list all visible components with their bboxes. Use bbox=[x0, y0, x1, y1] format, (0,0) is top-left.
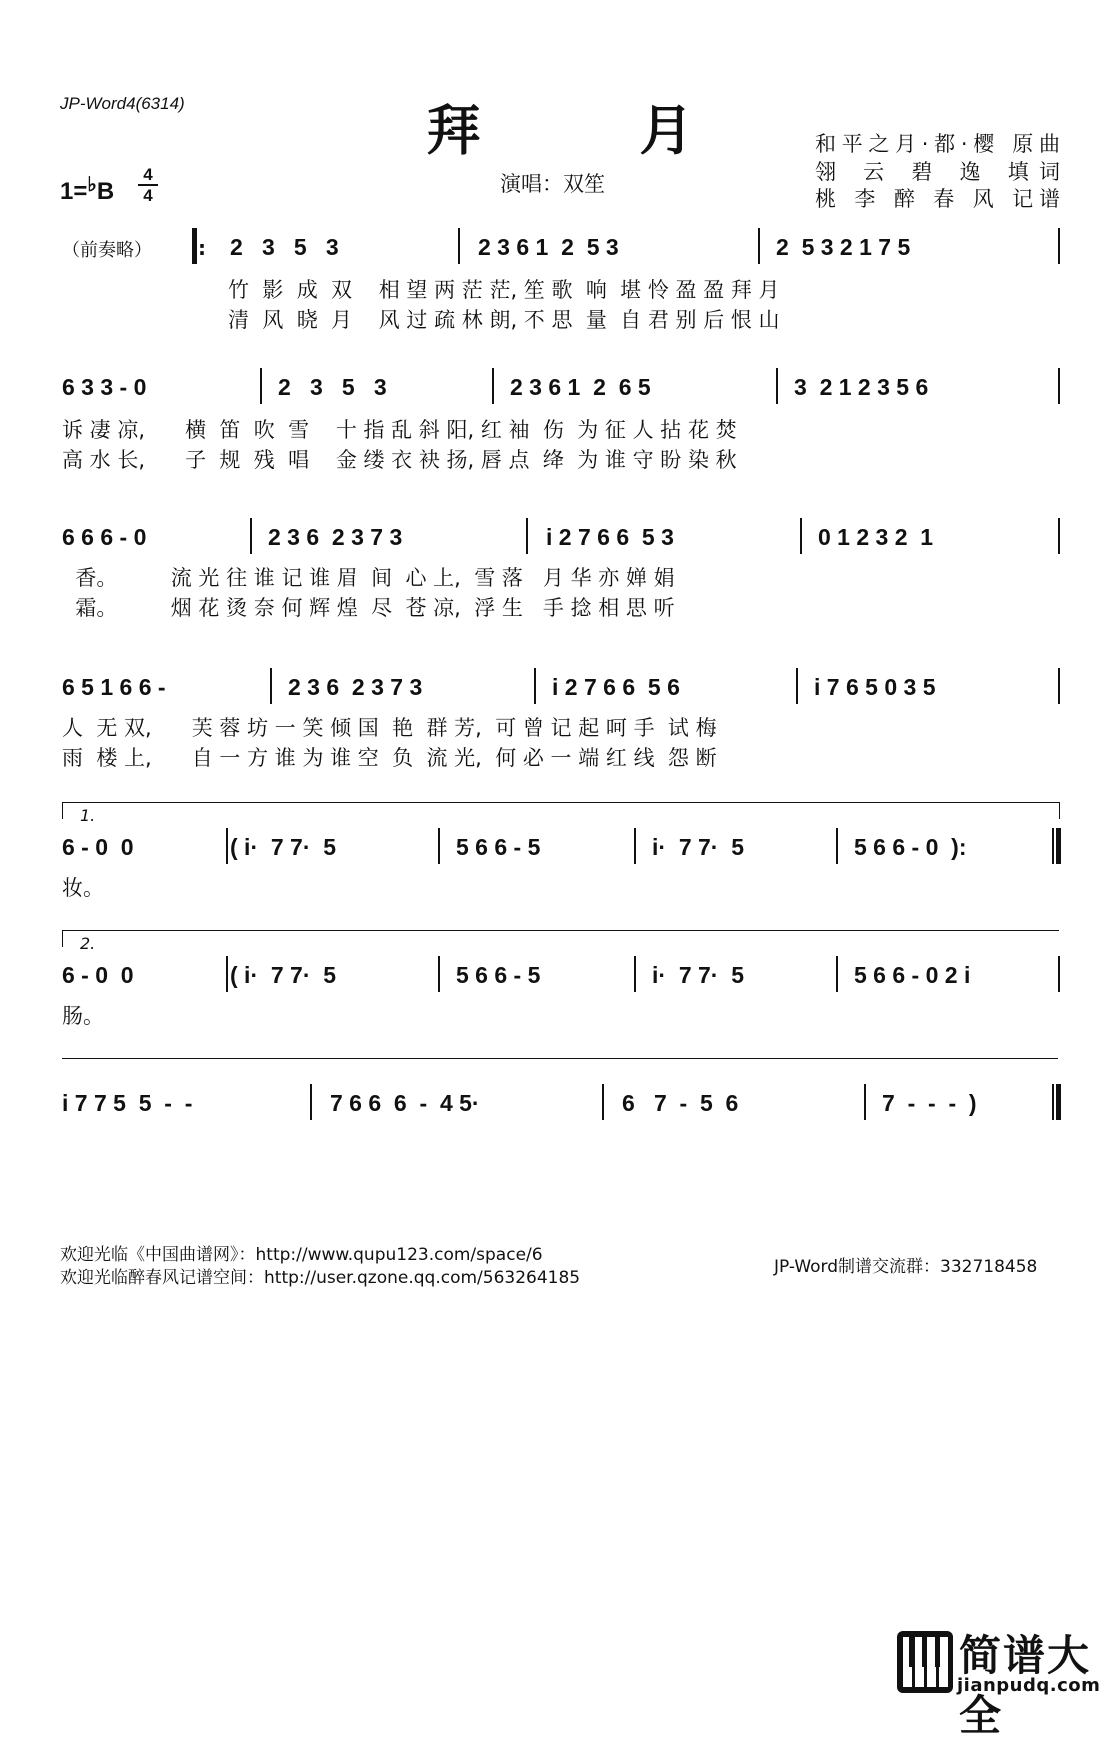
lyrics-verse1: 香。 流 光 往 谁 记 谁 眉 间 心 上, 雪 落 月 华 亦 婵 娟 bbox=[62, 566, 675, 590]
measure-notes: i 7 7 5 5 - - bbox=[62, 1090, 193, 1116]
measure-notes: 2 3 6 1 2 6 5 bbox=[510, 374, 651, 400]
measure-notes: i 2 7 6 6 5 3 bbox=[546, 524, 674, 550]
measure-notes: 3 2 1 2 3 5 6 bbox=[794, 374, 929, 400]
site-logo[interactable] bbox=[895, 1625, 1115, 1740]
meter-top: 4 bbox=[143, 165, 153, 184]
measure-notes: i· 7 7· 5 bbox=[652, 834, 745, 860]
key-prefix: 1= bbox=[60, 178, 88, 205]
lyrics-verse2: 高 水 长, 子 规 残 唱 金 缕 衣 袂 扬, 唇 点 绛 为 谁 守 盼 染 秋 bbox=[62, 448, 737, 472]
repeat-start: : bbox=[198, 236, 206, 260]
measure-notes: 6 5 1 6 6 - bbox=[62, 674, 166, 700]
footer-link-2[interactable]: 欢迎光临醉春风记谱空间：http://user.qzone.qq.com/563264185 bbox=[60, 1268, 581, 1288]
measure-notes: 6 - 0 0 bbox=[62, 834, 134, 860]
measure-notes: 0 1 2 3 2 1 bbox=[818, 524, 934, 550]
first-ending-label: 1. bbox=[80, 806, 96, 825]
lyrics-verse1: 竹 影 成 双 相 望 两 茫 茫, 笙 歌 响 堪 怜 盈 盈 拜 月 bbox=[228, 278, 780, 302]
measure-notes: ( i· 7 7· 5 bbox=[230, 962, 337, 988]
ending2-lyric: 肠。 bbox=[62, 1004, 104, 1028]
second-ending-bracket bbox=[62, 930, 1059, 947]
first-ending-bracket bbox=[62, 802, 1060, 819]
measure-notes: i· 7 7· 5 bbox=[652, 962, 745, 988]
measure-notes: 2 3 6 1 2 5 3 bbox=[478, 234, 619, 260]
measure-notes: 2 3 6 2 3 7 3 bbox=[268, 524, 403, 550]
measure-notes: i 2 7 6 6 5 6 bbox=[552, 674, 680, 700]
lyrics-verse2: 雨 楼 上, 自 一 方 谁 为 谁 空 负 流 光, 何 必 一 端 红 线 怨 断 bbox=[62, 746, 717, 770]
measure-notes: ( i· 7 7· 5 bbox=[230, 834, 337, 860]
lyrics-verse2: 霜。 烟 花 烫 奈 何 辉 煌 尽 苍 凉, 浮 生 手 捻 相 思 听 bbox=[62, 596, 675, 620]
measure-notes: 6 - 0 0 bbox=[62, 962, 134, 988]
measure-notes: i 7 6 5 0 3 5 bbox=[814, 674, 936, 700]
composer-credit: 和平之月·都·樱 原曲 bbox=[815, 132, 1060, 156]
measure-notes: 5 6 6 - 0 2 i bbox=[854, 962, 971, 988]
lyrics-verse2: 清 风 晓 月 风 过 疏 林 朗, 不 思 量 自 君 别 后 恨 山 bbox=[228, 308, 780, 332]
measure-notes: 6 7 - 5 6 bbox=[622, 1090, 739, 1116]
measure-notes: 7 6 6 6 - 4 5· bbox=[330, 1090, 480, 1116]
measure-notes: 5 6 6 - 5 bbox=[456, 834, 541, 860]
measure-notes: 2 5 3 2 1 7 5 bbox=[776, 234, 911, 260]
software-label: JP-Word4(6314) bbox=[60, 94, 185, 113]
lyrics-verse1: 人 无 双, 芙 蓉 坊 一 笑 倾 国 艳 群 芳, 可 曾 记 起 呵 手 试 梅 bbox=[62, 716, 717, 740]
second-ending-label: 2. bbox=[80, 934, 96, 953]
lyrics-verse1: 诉 凄 凉, 横 笛 吹 雪 十 指 乱 斜 阳, 红 袖 伤 为 征 人 拈 花 焚 bbox=[62, 418, 737, 442]
page-title: 拜 月 bbox=[426, 98, 764, 162]
measure-notes: 2 3 5 3 bbox=[278, 374, 387, 400]
measure-notes: 2 3 5 3 bbox=[230, 234, 339, 260]
flat-sign: ♭ bbox=[87, 174, 97, 196]
transcriber-credit: 桃 李 醉 春 风 记谱 bbox=[815, 187, 1060, 211]
measure-notes: 5 6 6 - 5 bbox=[456, 962, 541, 988]
key-note: B bbox=[96, 178, 115, 205]
measure-notes: 6 6 6 - 0 bbox=[62, 524, 147, 550]
singer-credit: 演唱：双笙 bbox=[500, 172, 605, 196]
intro-label: （前奏略） bbox=[62, 240, 152, 261]
lyricist-credit: 翎 云 碧 逸 填词 bbox=[815, 160, 1060, 184]
measure-notes: 7 - - - ) bbox=[882, 1090, 977, 1116]
outro-bracket-line bbox=[62, 1058, 1058, 1059]
logo-url: jianpudq.com bbox=[957, 1675, 1101, 1696]
ending1-lyric: 妆。 bbox=[62, 876, 104, 900]
logo-title: 简谱大全 bbox=[959, 1631, 1092, 1740]
piano-icon bbox=[895, 1625, 955, 1695]
key-signature bbox=[60, 172, 114, 206]
measure-notes: 2 3 6 2 3 7 3 bbox=[288, 674, 423, 700]
time-signature bbox=[138, 166, 158, 204]
meter-bottom: 4 bbox=[143, 186, 153, 205]
measure-notes: 6 3 3 - 0 bbox=[62, 374, 147, 400]
measure-notes: 5 6 6 - 0 ): bbox=[854, 834, 967, 860]
footer-group: JP-Word制谱交流群：332718458 bbox=[774, 1257, 1038, 1277]
footer-link-1[interactable]: 欢迎光临《中国曲谱网》：http://www.qupu123.com/space/6 bbox=[60, 1245, 543, 1265]
